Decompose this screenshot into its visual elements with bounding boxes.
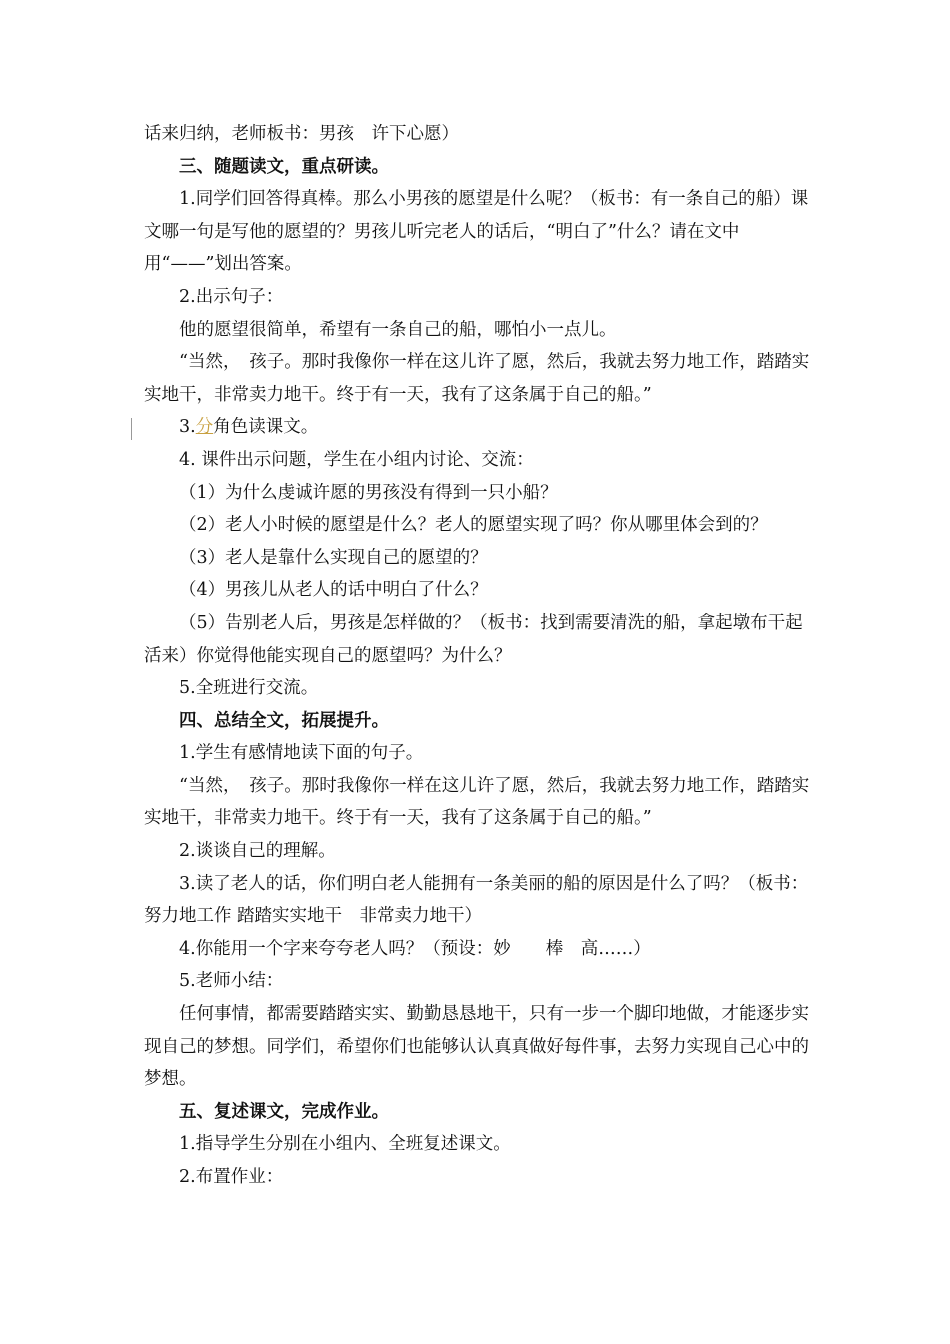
section-heading-3: 三、随题读文，重点研读。 (179, 156, 389, 177)
question-item: （4）男孩儿从老人的话中明白了什么？ (179, 580, 488, 601)
question-item: （3）老人是靠什么实现自己的愿望的？ (179, 547, 488, 568)
paragraph-text: 角色读课文。 (213, 417, 319, 438)
question-item: （2）老人小时候的愿望是什么？老人的愿望实现了吗？你从哪里体会到的？ (179, 515, 768, 536)
paragraph (144, 411, 814, 444)
revision-bar (131, 418, 132, 440)
item-number: 3. (179, 417, 196, 438)
paragraph: 2.出示句子： (179, 286, 284, 307)
paragraph: 1.指导学生分别在小组内、全班复述课文。 (179, 1134, 511, 1155)
quote-paragraph: “当然， 孩子。那时我像你一样在这儿许了愿，然后，我就去努力地工作，踏踏实实地干，非常卖力地干。终于有一天，我有了这条属于自己的船。” (144, 352, 810, 405)
document-body (144, 118, 814, 1194)
section-heading-5: 五、复述课文，完成作业。 (179, 1101, 389, 1122)
paragraph: 1.同学们回答得真棒。那么小男孩的愿望是什么呢？（板书：有一条自己的船）课文哪一句是写他的愿望的？男孩儿听完老人的话后，“明白了”什么？请在文中用“——”划出答案。 (144, 189, 809, 275)
paragraph: 1.学生有感情地读下面的句子。 (179, 743, 424, 764)
question-item: （1）为什么虔诚许愿的男孩没有得到一只小船？ (179, 482, 558, 503)
paragraph: 5.老师小结： (179, 971, 284, 992)
question-item: （5）告别老人后，男孩是怎样做的？（板书：找到需要清洗的船，拿起墩布干起活来）你觉得他能实现自己的愿望吗？为什么？ (144, 612, 803, 666)
paragraph: 任何事情，都需要踏踏实实、勤勤恳恳地干，只有一步一个脚印地做，才能逐步实现自己的梦想。同学们，希望你们也能够认认真真做好每件事，去努力实现自己心中的梦想。 (144, 1004, 809, 1090)
paragraph: 话来归纳，老师板书：男孩 许下心愿） (144, 124, 459, 144)
paragraph: 2.布置作业： (179, 1167, 284, 1187)
paragraph: 4. 课件出示问题，学生在小组内讨论、交流： (179, 449, 534, 470)
paragraph: 他的愿望很简单，希望有一条自己的船，哪怕小一点儿。 (179, 319, 617, 340)
highlighted-text: 分 (195, 417, 214, 438)
paragraph: 4.你能用一个字来夸夸老人吗？（预设：妙 棒 高……） (179, 938, 651, 959)
section-heading-4: 四、总结全文，拓展提升。 (179, 710, 389, 731)
quote-paragraph: “当然， 孩子。那时我像你一样在这儿许了愿，然后，我就去努力地工作，踏踏实实地干，非常卖力地干。终于有一天，我有了这条属于自己的船。” (144, 775, 810, 829)
paragraph: 3.读了老人的话，你们明白老人能拥有一条美丽的船的原因是什么了吗？（板书：努力地工作 踏踏实实地干 非常卖力地干） (144, 873, 809, 927)
paragraph: 2.谈谈自己的理解。 (179, 841, 336, 862)
paragraph: 5.全班进行交流。 (179, 678, 319, 699)
